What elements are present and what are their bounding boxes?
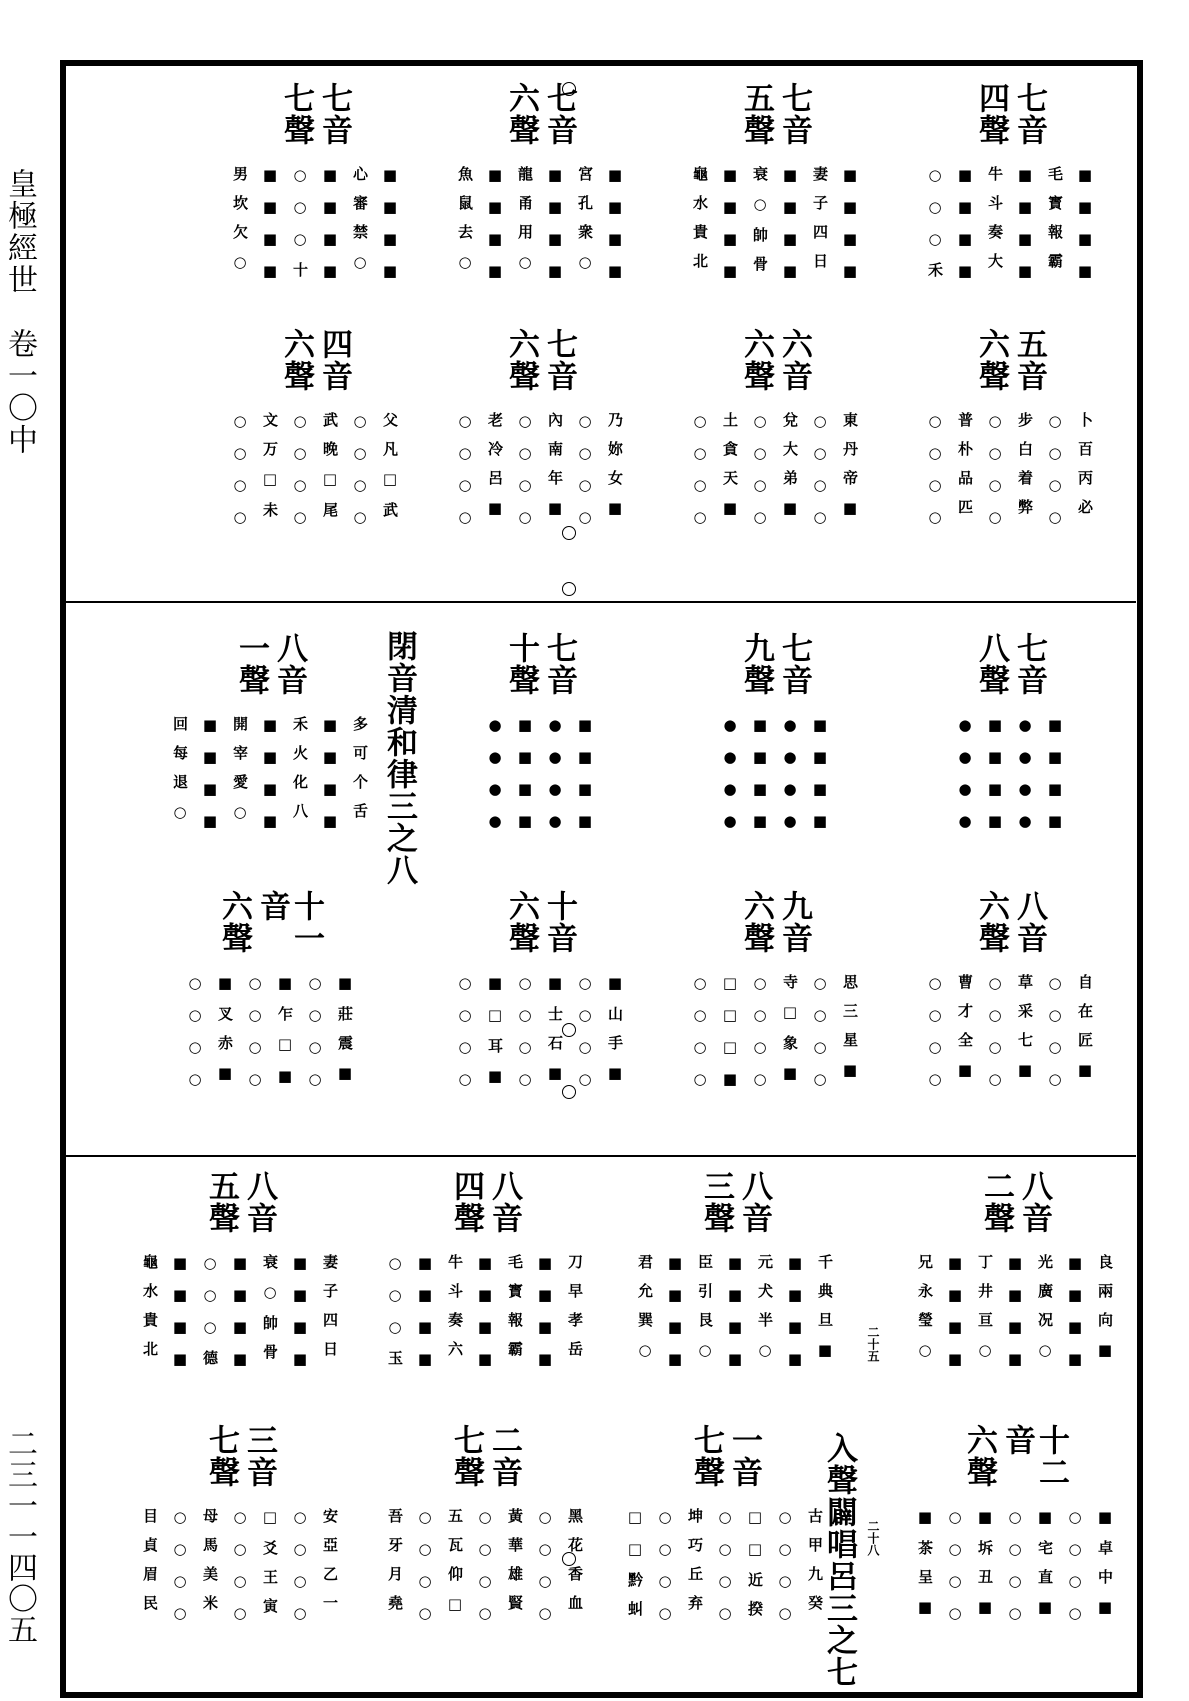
table-column: 臣引艮○ — [696, 1254, 714, 1373]
table-column: ○○○○ — [576, 974, 594, 1102]
table-column: 千典旦■ — [816, 1254, 834, 1373]
section-title: 入聲闢唱呂三之七 — [821, 1432, 857, 1688]
block-heading: 八聲 — [973, 632, 1009, 696]
table-column: ○○○○ — [1046, 412, 1064, 540]
table-column: ■■■■ — [536, 1254, 554, 1382]
table-column: ■■■■ — [666, 1254, 684, 1382]
block-heading: 八音 — [1011, 890, 1047, 954]
table-column: 牛斗奏大 — [986, 166, 1004, 282]
block-heading: 六聲 — [503, 328, 539, 392]
table-column: ○○○○ — [231, 1508, 249, 1636]
block-heading: 七聲 — [688, 1424, 724, 1488]
block-heading: 八音 — [241, 1170, 277, 1234]
table-column: ○○○○ — [416, 1508, 434, 1636]
table-column: ■宅直■ — [1036, 1508, 1054, 1630]
table-column: ○○○○ — [776, 1508, 794, 1636]
table-column: ○○○○ — [716, 1508, 734, 1636]
table-column: 土貪天■ — [721, 412, 739, 531]
table-column: ○○○○ — [291, 1508, 309, 1636]
table-column: ○○○○ — [456, 974, 474, 1102]
block-heading: 七聲 — [278, 82, 314, 146]
table-column: ●●●● — [546, 716, 564, 844]
table-column: ○○○○ — [476, 1508, 494, 1636]
table-column: ■■■■ — [321, 166, 339, 294]
table-column: ■■■■ — [1046, 716, 1064, 844]
block-heading: 一聲 — [233, 632, 269, 696]
table-column: ■■■■ — [231, 1254, 249, 1382]
block-heading: 五聲 — [738, 82, 774, 146]
table-column: 龜水貴北 — [141, 1254, 159, 1370]
table-column: ○○○○ — [751, 974, 769, 1102]
block-heading: 三音 — [241, 1424, 277, 1488]
table-column: ■■■■ — [476, 1254, 494, 1382]
table-block — [670, 632, 880, 844]
table-column: 思三星■ — [841, 974, 859, 1093]
table-column: 目貞眉民 — [141, 1508, 159, 1624]
table-column: 自在匠■ — [1076, 974, 1094, 1093]
block-heading: 六音 — [776, 328, 812, 392]
table-block — [435, 890, 645, 1102]
table-column: ■■■■ — [781, 166, 799, 294]
table-column: ○○○德 — [201, 1254, 219, 1379]
table-column: 宮孔衆○ — [576, 166, 594, 285]
table-column: 光廣况○ — [1036, 1254, 1054, 1373]
table-column: ○○○○ — [576, 412, 594, 540]
table-column: ■■■■ — [1016, 166, 1034, 294]
block-heading: 七音 — [541, 632, 577, 696]
table-column: ○○○○ — [246, 974, 264, 1102]
block-heading: 七音 — [541, 328, 577, 392]
table-block — [910, 1170, 1120, 1382]
table-column: 坤巧丘弃 — [686, 1508, 704, 1624]
table-column: 寺□象■ — [781, 974, 799, 1096]
block-heading: 十一音 — [254, 890, 324, 954]
table-column: ■坼丑■ — [976, 1508, 994, 1630]
table-column: ■■■■ — [726, 1254, 744, 1382]
table-column: ○○○○ — [456, 412, 474, 540]
table-column: 曹才全■ — [956, 974, 974, 1093]
table-column: □□□■ — [721, 974, 739, 1102]
table-block — [165, 890, 375, 1102]
table-column: ■乍□■ — [276, 974, 294, 1099]
table-column: ■■■■ — [841, 166, 859, 294]
table-column: 君允巽○ — [636, 1254, 654, 1373]
table-column: 步白着弊 — [1016, 412, 1034, 528]
table-column: ■莊震■ — [336, 974, 354, 1096]
table-column: ○○○○ — [811, 412, 829, 540]
table-block — [620, 1424, 830, 1636]
table-column: ■■■■ — [576, 716, 594, 844]
block-heading: 六聲 — [973, 328, 1009, 392]
table-column: ○○○○ — [811, 974, 829, 1102]
table-block — [200, 328, 430, 540]
table-block — [905, 328, 1115, 540]
table-column: 丁井亘○ — [976, 1254, 994, 1373]
table-block — [135, 1424, 345, 1636]
table-column: 黑花香血 — [566, 1508, 584, 1624]
block-heading: 十聲 — [503, 632, 539, 696]
table-block — [435, 82, 645, 294]
table-column: ○○○○ — [306, 974, 324, 1102]
table-column: ○○○○ — [946, 1508, 964, 1636]
table-column: ○○○○ — [656, 1508, 674, 1636]
table-column: ●●●● — [1016, 716, 1034, 844]
table-column: ■■■■ — [956, 166, 974, 294]
table-column: ○○○○ — [186, 974, 204, 1102]
block-heading: 六聲 — [216, 890, 252, 954]
table-column: ○○○○ — [751, 412, 769, 540]
table-column: ●●●● — [486, 716, 504, 844]
table-column: 妻子四日 — [321, 1254, 339, 1370]
table-column: 武晚□尾 — [321, 412, 339, 531]
block-heading: 三聲 — [698, 1170, 734, 1234]
table-column: ■■■■ — [261, 166, 279, 294]
table-column: ○○○○ — [1066, 1508, 1084, 1636]
table-column: ○○○○ — [691, 412, 709, 540]
block-heading: 八音 — [271, 632, 307, 696]
block-heading: 六聲 — [738, 890, 774, 954]
block-heading: 七聲 — [448, 1424, 484, 1488]
table-column: 多可个舌 — [351, 716, 369, 832]
table-column: 安亞乙一 — [321, 1508, 339, 1624]
block-heading: 一音 — [726, 1424, 762, 1488]
block-heading: 九音 — [776, 890, 812, 954]
table-block — [630, 1170, 840, 1382]
table-column: 禾火化八 — [291, 716, 309, 832]
table-column: 母馬美米 — [201, 1508, 219, 1624]
margin-book-title: 皇極經世 卷一〇中 — [2, 168, 37, 456]
table-block — [435, 328, 645, 540]
block-heading: 八音 — [736, 1170, 772, 1234]
table-column: ○○○○ — [231, 412, 249, 540]
table-column: ■■■■ — [606, 166, 624, 294]
table-column: ■■■■ — [291, 1254, 309, 1382]
block-heading: 五聲 — [203, 1170, 239, 1234]
block-heading: 七音 — [316, 82, 352, 146]
block-heading: 二聲 — [978, 1170, 1014, 1234]
annotation-note: 二十八 — [866, 1520, 880, 1556]
table-column: 吾牙月堯 — [386, 1508, 404, 1624]
table-column: ■卓中■ — [1096, 1508, 1114, 1630]
table-block — [910, 1424, 1120, 1636]
table-column: ○○○○ — [691, 974, 709, 1102]
table-column: ■■■■ — [1066, 1254, 1084, 1382]
block-heading: 十二音 — [999, 1424, 1069, 1488]
table-column: ○○○玉 — [386, 1254, 404, 1379]
block-heading: 四聲 — [973, 82, 1009, 146]
table-column: 老冷呂■ — [486, 412, 504, 531]
table-column: 男坎欠○ — [231, 166, 249, 285]
table-column: ■■■■ — [486, 166, 504, 294]
block-heading: 八音 — [486, 1170, 522, 1234]
block-heading: 六聲 — [503, 890, 539, 954]
table-column: ■■■■ — [321, 716, 339, 844]
table-column: ○○○○ — [986, 412, 1004, 540]
block-heading: 六聲 — [961, 1424, 997, 1488]
table-column: ○○○○ — [516, 974, 534, 1102]
table-column: 良兩向■ — [1096, 1254, 1114, 1373]
block-heading: 九聲 — [738, 632, 774, 696]
table-column: ○○○○ — [926, 412, 944, 540]
table-column: ■■■■ — [721, 166, 739, 294]
table-column: 兄永瑩○ — [916, 1254, 934, 1373]
block-heading: 四聲 — [448, 1170, 484, 1234]
table-block — [670, 328, 880, 540]
table-column: 五瓦仰□ — [446, 1508, 464, 1627]
table-column: 文万□未 — [261, 412, 279, 531]
table-column: 東丹帝■ — [841, 412, 859, 531]
table-column: ■叉赤■ — [216, 974, 234, 1096]
table-column: 牛斗奏六 — [446, 1254, 464, 1370]
table-block — [905, 632, 1115, 844]
table-column: ■□耳■ — [486, 974, 504, 1099]
table-block — [435, 632, 645, 844]
table-column: ○○○○ — [536, 1508, 554, 1636]
table-column: 龜水貴北 — [691, 166, 709, 282]
table-column: ■■■■ — [171, 1254, 189, 1382]
margin-page-number: 二三一一四〇五 — [2, 1428, 37, 1645]
table-column: 衰○帥骨 — [751, 166, 769, 285]
table-column: ■■■■ — [986, 716, 1004, 844]
block-heading: 七音 — [1011, 632, 1047, 696]
table-column: ■■■■ — [201, 716, 219, 844]
table-column: 回每退○ — [171, 716, 189, 835]
block-heading: 十音 — [541, 890, 577, 954]
table-block — [905, 82, 1115, 294]
table-column: ●●●● — [956, 716, 974, 844]
table-block — [165, 632, 375, 844]
table-column: ■山手■ — [606, 974, 624, 1096]
table-column: □爻王寅 — [261, 1508, 279, 1627]
table-column: ○○○○ — [516, 412, 534, 540]
block-heading: 七聲 — [203, 1424, 239, 1488]
table-column: 魚鼠去○ — [456, 166, 474, 285]
section-divider — [66, 601, 1136, 603]
table-column: ■■■■ — [546, 166, 564, 294]
block-heading: 四音 — [316, 328, 352, 392]
table-column: ○○○○ — [351, 412, 369, 540]
circle-mark — [562, 582, 576, 596]
table-column: 乃妳女■ — [606, 412, 624, 531]
table-column: ○○○禾 — [926, 166, 944, 291]
table-block — [670, 82, 880, 294]
table-column: 普朴品匹 — [956, 412, 974, 528]
table-column: ■■■■ — [381, 166, 399, 294]
table-column: 刀早孝岳 — [566, 1254, 584, 1370]
table-block — [905, 890, 1115, 1102]
table-column: ■■■■ — [516, 716, 534, 844]
table-block — [380, 1424, 590, 1636]
table-column: ■■■■ — [261, 716, 279, 844]
section-title: 閉音清和律三之八 — [381, 630, 417, 886]
table-column: 卜百丙必 — [1076, 412, 1094, 528]
table-column: ■■■■ — [946, 1254, 964, 1382]
block-heading: 八音 — [1016, 1170, 1052, 1234]
table-column: 妻子四日 — [811, 166, 829, 282]
block-heading: 七音 — [776, 82, 812, 146]
block-heading: 六聲 — [503, 82, 539, 146]
table-column: 毛寳報霸 — [1046, 166, 1064, 282]
section-divider — [66, 1155, 1136, 1157]
table-column: ○○○○ — [1006, 1508, 1024, 1636]
table-column: ○○○十 — [291, 166, 309, 291]
block-heading: 七音 — [776, 632, 812, 696]
table-column: 內南年■ — [546, 412, 564, 531]
table-column: ○○○○ — [171, 1508, 189, 1636]
table-column: ■■■■ — [786, 1254, 804, 1382]
table-column: 毛寳報霸 — [506, 1254, 524, 1370]
table-column: □□近揆 — [746, 1508, 764, 1630]
table-column: 古甲九癸 — [806, 1508, 824, 1624]
table-column: 父凡□武 — [381, 412, 399, 531]
table-column: 心審禁○ — [351, 166, 369, 285]
block-heading: 六聲 — [738, 328, 774, 392]
block-heading: 七音 — [541, 82, 577, 146]
table-column: 龍甬用○ — [516, 166, 534, 285]
table-block — [380, 1170, 590, 1382]
table-column: 黃華雄賢 — [506, 1508, 524, 1624]
table-column: ■茶呈■ — [916, 1508, 934, 1630]
table-column: ○○○○ — [291, 412, 309, 540]
table-column: ■■■■ — [416, 1254, 434, 1382]
table-block — [135, 1170, 345, 1382]
block-heading: 六聲 — [973, 890, 1009, 954]
table-column: ■■■■ — [1006, 1254, 1024, 1382]
table-column: ○○○○ — [926, 974, 944, 1102]
table-column: 元犬半○ — [756, 1254, 774, 1373]
table-column: ■■■■ — [1076, 166, 1094, 294]
table-column: ●●●● — [721, 716, 739, 844]
table-column: ■■■■ — [811, 716, 829, 844]
table-column: 草采七■ — [1016, 974, 1034, 1093]
table-column: ●●●● — [781, 716, 799, 844]
table-column: 衰○帥骨 — [261, 1254, 279, 1373]
table-column: □□黔虯 — [626, 1508, 644, 1630]
block-heading: 五音 — [1011, 328, 1047, 392]
table-column: ○○○○ — [1046, 974, 1064, 1102]
table-column: ■士石■ — [546, 974, 564, 1096]
table-column: ■■■■ — [751, 716, 769, 844]
table-block — [200, 82, 430, 294]
annotation-note: 二十五 — [866, 1326, 880, 1362]
block-heading: 二音 — [486, 1424, 522, 1488]
table-column: 開宰愛○ — [231, 716, 249, 835]
table-column: 兌大弟■ — [781, 412, 799, 531]
block-heading: 七音 — [1011, 82, 1047, 146]
table-block — [670, 890, 880, 1102]
table-column: ○○○○ — [986, 974, 1004, 1102]
block-heading: 六聲 — [278, 328, 314, 392]
